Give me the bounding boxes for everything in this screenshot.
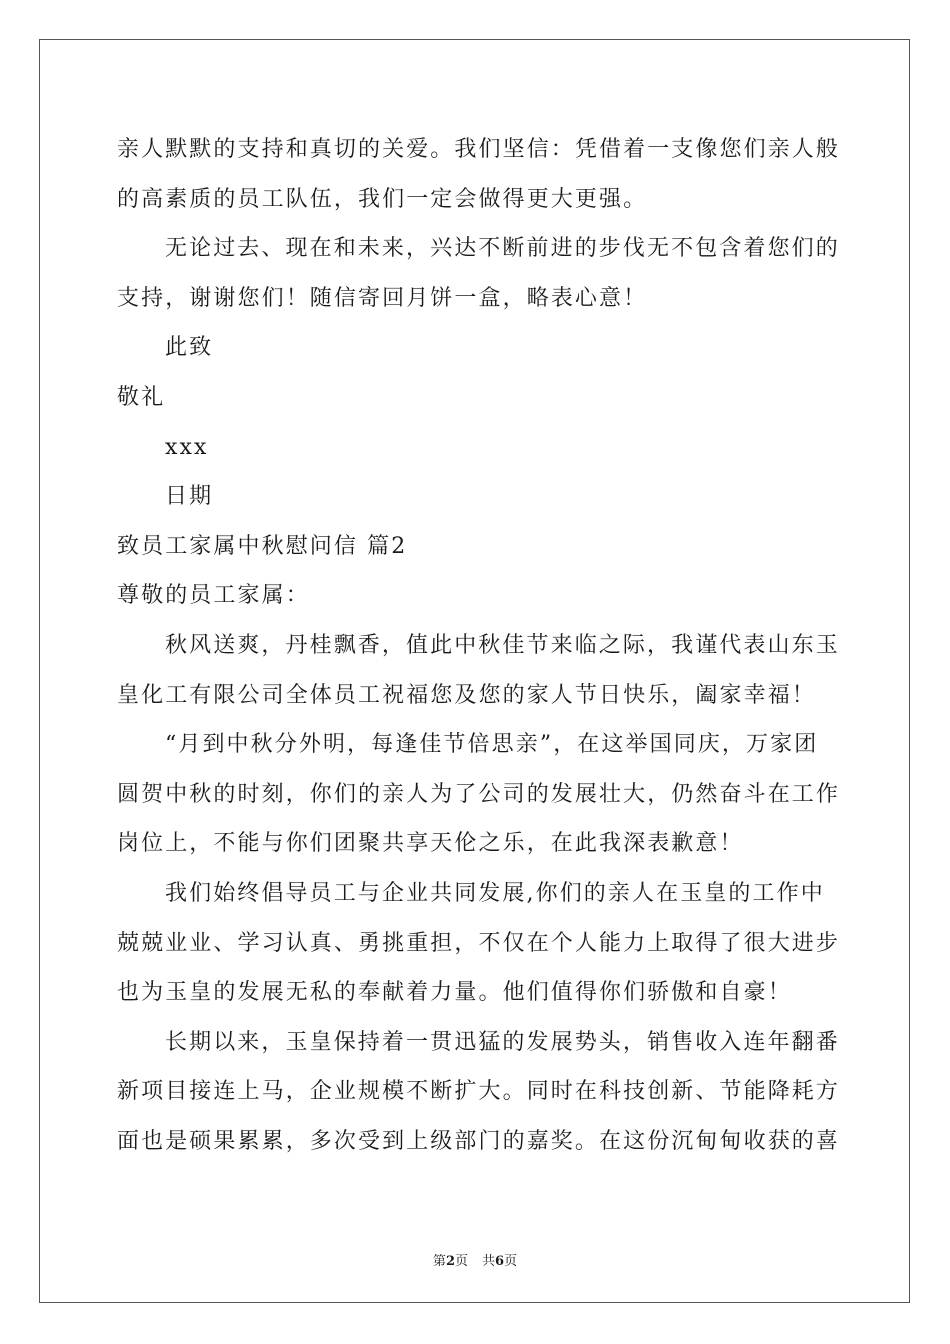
total-suffix: 页: [504, 1254, 518, 1269]
text-line: 支持，谢谢您们！随信寄回月饼一盒，略表心意！: [117, 285, 648, 311]
text-line: “月到中秋分外明，每逢佳节倍思亲”，在这举国同庆，万家团: [165, 732, 819, 758]
text-line: 无论过去、现在和未来，兴达不断前进的步伐无不包含着您们的: [165, 236, 840, 262]
closing-regards: 敬礼: [117, 384, 166, 410]
text-line: 岗位上，不能与你们团聚共享天伦之乐，在此我深表歉意！: [117, 831, 744, 857]
total-page-number: 6: [495, 1254, 505, 1269]
text-line: 新项目接连上马，企业规模不断扩大。同时在科技创新、节能降耗方: [117, 1079, 841, 1105]
text-line: 面也是硕果累累，多次受到上级部门的嘉奖。在这份沉甸甸收获的喜: [117, 1128, 841, 1154]
signature-name: xxx: [165, 434, 209, 460]
text-line: 皇化工有限公司全体员工祝福您及您的家人节日快乐，阖家幸福！: [117, 682, 816, 708]
text-line: 亲人默默的支持和真切的关爱。我们坚信：凭借着一支像您们亲人般: [117, 137, 841, 162]
text-line: 秋风送爽，丹桂飘香，值此中秋佳节来临之际，我谨代表山东玉: [165, 632, 840, 658]
text-line: 兢兢业业、学习认真、勇挑重担，不仅在个人能力上取得了很大进步: [117, 930, 841, 956]
text-line: 的高素质的员工队伍，我们一定会做得更大更强。: [117, 186, 648, 212]
letter-title: 致员工家属中秋慰问信 篇2: [117, 533, 408, 559]
text-line: 也为玉皇的发展无私的奉献着力量。他们值得你们骄傲和自豪！: [117, 980, 792, 1006]
text-line: 圆贺中秋的时刻，你们的亲人为了公司的发展壮大，仍然奋斗在工作: [117, 781, 841, 807]
page-footer: [0, 1250, 950, 1269]
text-line: 长期以来，玉皇保持着一贯迅猛的发展势头，销售收入连年翻番: [165, 1029, 840, 1055]
page-prefix: 第: [432, 1254, 446, 1269]
total-prefix: 共: [482, 1254, 496, 1269]
page-suffix: 页: [454, 1254, 468, 1269]
signature-date: 日期: [165, 484, 214, 510]
current-page-number: 2: [445, 1254, 455, 1269]
letter-greeting: 尊敬的员工家属：: [117, 583, 310, 609]
text-line: 我们始终倡导员工与企业共同发展,你们的亲人在玉皇的工作中: [165, 880, 825, 906]
document-body: [117, 125, 841, 1166]
closing-salutation: 此致: [165, 335, 214, 361]
